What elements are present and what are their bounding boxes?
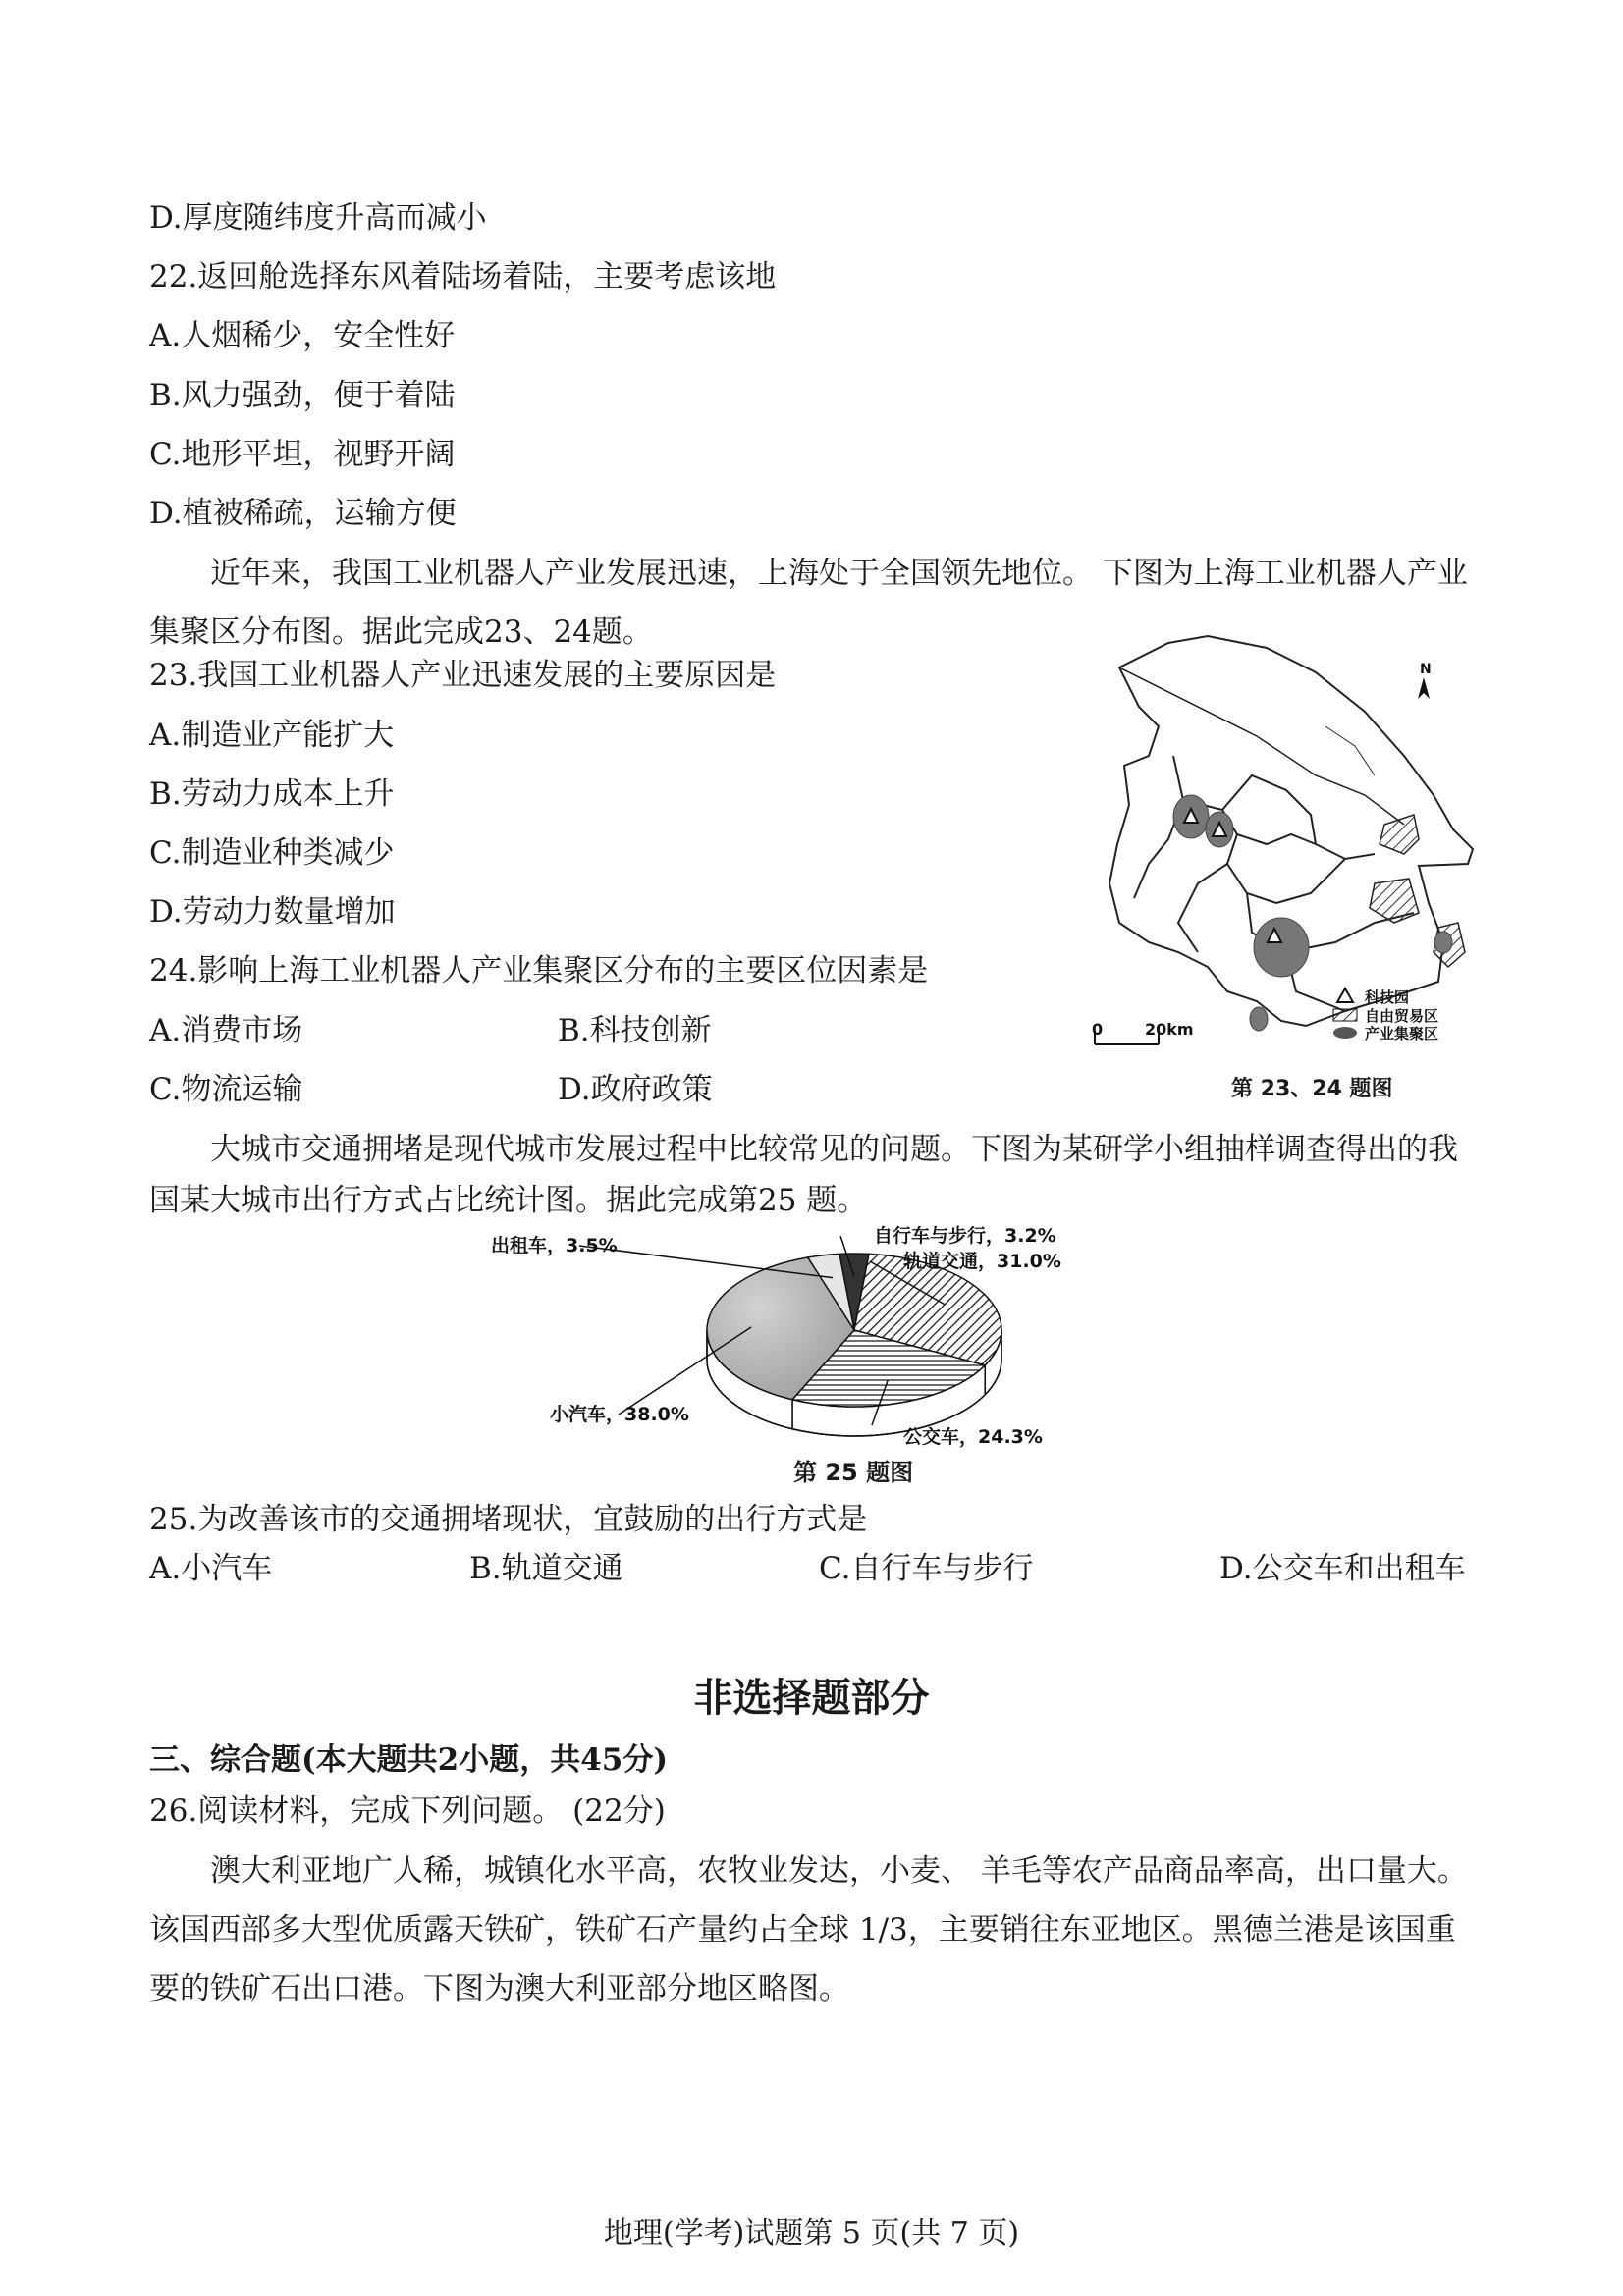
q25-stem: 25.为改善该市的交通拥堵现状，宜鼓励的出行方式是 [149,1502,868,1537]
pie-label-4: 出租车，3.5% [491,1235,618,1256]
pie-label-0: 自行车与步行，3.2% [874,1225,1056,1247]
travel-mode-pie-chart [491,1222,1159,1448]
q26-stem: 26.阅读材料，完成下列问题。 (22分) [149,1793,666,1829]
ftz-legend-icon [1333,1009,1357,1021]
legend-ftz: 自由贸易区 [1365,1007,1439,1025]
q22-option-d: D.植被稀疏，运输方便 [149,496,457,531]
intro-23-24: 近年来，我国工业机器人产业发展迅速，上海处于全国领先地位。 下图为上海工业机器人产业集聚区分布图。据此完成23、24题。 [149,556,1468,650]
scale-distance: 20km [1145,1020,1194,1039]
q23-option-d: D.劳动力数量增加 [149,894,396,930]
legend-cluster: 产业集聚区 [1365,1025,1439,1042]
q23-option-c: C.制造业种类减少 [149,835,395,871]
q24-option-c: C.物流运输 [149,1072,303,1107]
pie-label-3: 小汽车，38.0% [550,1404,689,1425]
pie-label-2: 公交车，24.3% [903,1426,1043,1448]
q24-option-d: D.政府政策 [558,1072,713,1107]
q22-option-b: B.风力强劲，便于着陆 [149,378,456,413]
q22-stem: 22.返回舱选择东风着陆场着陆，主要考虑该地 [149,259,777,294]
q26-material: 澳大利亚地广人稀，城镇化水平高，农牧业发达，小麦、 羊毛等农产品商品率高，出口量大。该国西部多大型优质露天铁矿，铁矿石产量约占全球 1/3，主要销往东亚地区。黑德兰港是该国重要的铁矿石出口港。下图为澳大利亚部分地区略图。 [149,1853,1468,2006]
q24-option-b: B.科技创新 [558,1013,712,1048]
q23-stem: 23.我国工业机器人产业迅速发展的主要原因是 [149,658,777,693]
q21-option-d: D.厚度随纬度升高而减小 [149,200,487,236]
q25-option-a: A.小汽车 [149,1551,273,1586]
pie-label-1: 轨道交通，31.0% [903,1251,1061,1272]
q22-option-a: A.人烟稀少，安全性好 [149,318,456,353]
q25-option-b: B.轨道交通 [469,1551,623,1586]
q22-option-c: C.地形平坦，视野开阔 [149,437,456,472]
section3-heading: 三、综合题(本大题共2小题，共45分) [149,1742,669,1778]
q23-option-a: A.制造业产能扩大 [149,718,395,753]
pie-caption: 第 25 题图 [793,1459,914,1486]
scale-zero: 0 [1092,1020,1104,1039]
legend-tech-park: 科技园 [1365,988,1410,1006]
q24-option-a: A.消费市场 [149,1013,303,1048]
page-footer: 地理(学考)试题第 5 页(共 7 页) [603,2216,1020,2251]
q25-option-d: D.公交车和出租车 [1219,1551,1466,1586]
q24-stem: 24.影响上海工业机器人产业集聚区分布的主要区位因素是 [149,953,929,988]
north-label: N [1420,662,1432,677]
tech-park-legend-icon [1337,988,1353,1002]
q25-option-c: C.自行车与步行 [819,1551,1034,1586]
intro-25: 大城市交通拥堵是现代城市发展过程中比较常见的问题。下图为某研学小组抽样调查得出的我国某大城市出行方式占比统计图。据此完成第25 题。 [149,1132,1458,1218]
q23-option-b: B.劳动力成本上升 [149,776,395,812]
section-title: 非选择题部分 [693,1675,930,1721]
map-legend [1333,988,1438,1042]
shanghai-map [1080,628,1502,1041]
map-caption: 第 23、24 题图 [1231,1077,1393,1101]
cluster-legend-icon [1333,1027,1357,1039]
north-arrow-icon [1418,677,1430,699]
